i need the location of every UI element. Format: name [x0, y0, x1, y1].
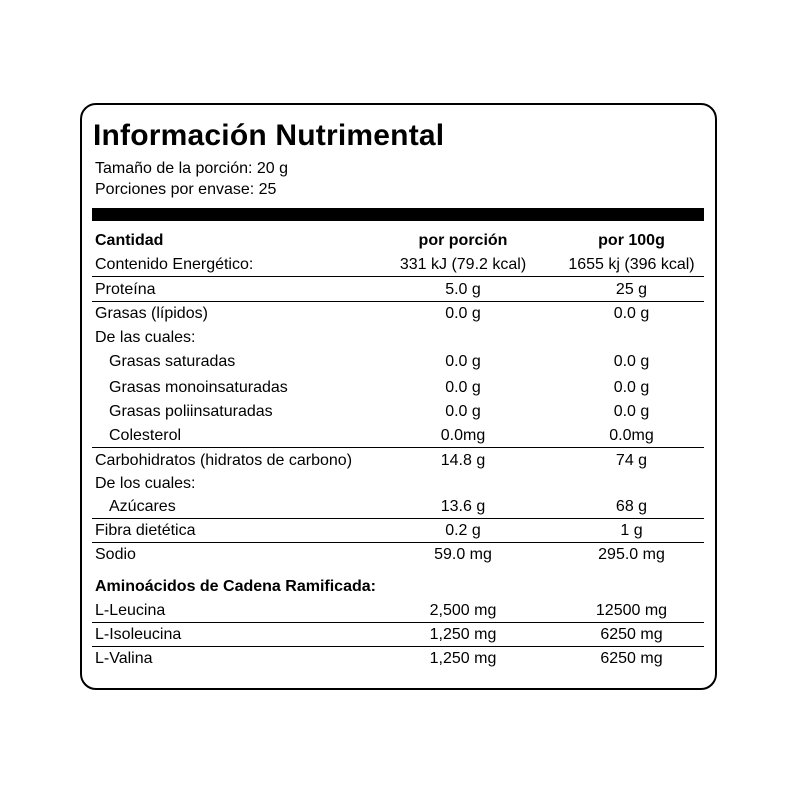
row-valine: [92, 646, 704, 670]
header-amount: Cantidad: [95, 232, 164, 249]
row-label: Azúcares: [109, 498, 176, 515]
value-per-100g: 6250 mg: [600, 650, 663, 667]
serving-size: Tamaño de la porción: 20 g: [95, 160, 289, 177]
value-per-serving: 0.0mg: [440, 427, 486, 444]
row-label: De las cuales:: [95, 329, 196, 346]
row-fiber: [92, 518, 704, 543]
value-per-100g: 25 g: [615, 281, 648, 298]
row-label: L-Valina: [95, 650, 153, 667]
value-per-100g: 295.0 mg: [598, 546, 665, 563]
value-per-serving: 2,500 mg: [429, 602, 497, 619]
value-per-serving: 331 kJ (79.2 kcal): [399, 256, 527, 273]
row-label: De los cuales:: [95, 475, 196, 492]
row-leucine: [92, 598, 704, 623]
value-per-100g: 68 g: [615, 498, 648, 515]
value-per-100g: 1655 kj (396 kcal): [568, 256, 695, 273]
value-per-100g: 74 g: [615, 452, 648, 469]
amino-section-heading: [92, 574, 704, 598]
row-label: Fibra dietética: [95, 522, 196, 539]
row-protein: [92, 277, 704, 302]
value-per-100g: 6250 mg: [600, 626, 663, 643]
row-energy: [92, 252, 704, 277]
value-per-serving: 5.0 g: [445, 281, 481, 298]
row-monounsaturated-fat: [92, 375, 704, 399]
row-label: Contenido Energético:: [95, 256, 254, 273]
row-carbs-of-which: [92, 471, 704, 495]
section-title: Aminoácidos de Cadena Ramificada:: [95, 578, 376, 595]
servings-per-container: Porciones por envase: 25: [95, 181, 277, 198]
value-per-serving: 0.2 g: [445, 522, 481, 539]
row-label: Carbohidratos (hidratos de carbono): [95, 452, 353, 469]
value-per-serving: 0.0 g: [445, 403, 481, 420]
row-fat: [92, 301, 704, 325]
table-header-row: [92, 228, 704, 252]
value-per-100g: 0.0mg: [609, 427, 654, 444]
row-saturated-fat: [92, 349, 704, 373]
header-divider: [92, 208, 704, 221]
row-label: Proteína: [95, 281, 156, 298]
value-per-100g: 1 g: [620, 522, 643, 539]
row-label: Grasas (lípidos): [95, 305, 208, 322]
row-carbohydrates: [92, 448, 704, 472]
value-per-serving: 0.0 g: [445, 305, 481, 322]
row-label: L-Isoleucina: [95, 626, 182, 643]
value-per-serving: 0.0 g: [445, 353, 481, 370]
header-per-100g: por 100g: [598, 232, 665, 249]
value-per-100g: 0.0 g: [613, 379, 650, 396]
value-per-100g: 12500 mg: [595, 602, 668, 619]
row-sugars: [92, 494, 704, 519]
row-sodium: [92, 542, 704, 566]
row-label: L-Leucina: [95, 602, 166, 619]
row-label: Colesterol: [109, 427, 182, 444]
row-label: Grasas monoinsaturadas: [109, 379, 288, 396]
row-label: Grasas poliinsaturadas: [109, 403, 273, 420]
value-per-serving: 59.0 mg: [434, 546, 492, 563]
row-polyunsaturated-fat: [92, 399, 704, 423]
value-per-100g: 0.0 g: [613, 403, 650, 420]
header-per-serving: por porción: [418, 232, 508, 249]
value-per-serving: 1,250 mg: [429, 650, 497, 667]
value-per-serving: 1,250 mg: [429, 626, 497, 643]
label-title: Información Nutrimental: [93, 119, 445, 152]
value-per-serving: 0.0 g: [445, 379, 481, 396]
row-isoleucine: [92, 622, 704, 647]
row-label: Sodio: [95, 546, 136, 563]
value-per-100g: 0.0 g: [613, 353, 650, 370]
row-fat-of-which: [92, 325, 704, 349]
value-per-100g: 0.0 g: [613, 305, 650, 322]
row-label: Grasas saturadas: [109, 353, 236, 370]
value-per-serving: 14.8 g: [440, 452, 486, 469]
value-per-serving: 13.6 g: [440, 498, 486, 515]
row-cholesterol: [92, 423, 704, 448]
